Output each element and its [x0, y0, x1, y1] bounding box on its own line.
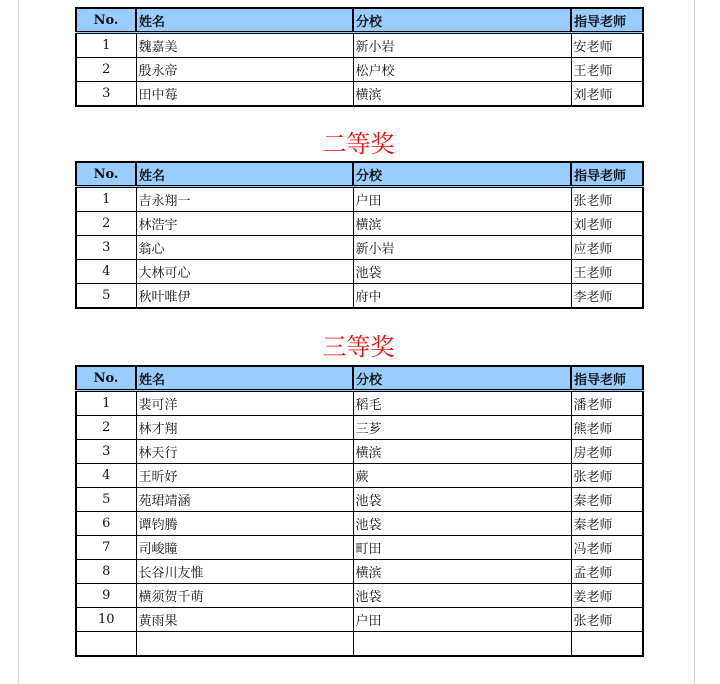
table-header-row: [76, 366, 643, 391]
table-row: [76, 608, 643, 632]
cell-no: 2: [76, 58, 136, 82]
cell-teacher: 安老师: [571, 33, 643, 58]
cell-no: [76, 632, 136, 657]
cell-no: 2: [76, 212, 136, 236]
header-name: 姓名: [136, 366, 353, 391]
cell-school: 稻毛: [353, 391, 571, 416]
cell-teacher: 张老师: [571, 187, 643, 212]
table-row: [76, 391, 643, 416]
cell-name: 翁心: [136, 236, 353, 260]
cell-school: 横滨: [353, 82, 571, 107]
cell-school: 横滨: [353, 560, 571, 584]
table-header-row: [76, 8, 643, 33]
header-name: 姓名: [136, 162, 353, 187]
cell-teacher: 张老师: [571, 608, 643, 632]
table-row: [76, 536, 643, 560]
cell-school: 府中: [353, 284, 571, 309]
table-header-row: [76, 162, 643, 187]
table-row: [76, 236, 643, 260]
cell-name: 吉永翔一: [136, 187, 353, 212]
cell-no: 3: [76, 82, 136, 107]
header-no: No.: [76, 8, 136, 33]
header-no: No.: [76, 366, 136, 391]
cell-teacher: 孟老师: [571, 560, 643, 584]
cell-no: 4: [76, 464, 136, 488]
cell-name: 苑珺靖涵: [136, 488, 353, 512]
table-row: [76, 187, 643, 212]
table-row: [76, 58, 643, 82]
cell-school: 横滨: [353, 212, 571, 236]
cell-name: 秋叶唯伊: [136, 284, 353, 309]
table-row: [76, 488, 643, 512]
cell-school: 户田: [353, 187, 571, 212]
table-row: [76, 260, 643, 284]
cell-teacher: 李老师: [571, 284, 643, 309]
cell-name: 长谷川友惟: [136, 560, 353, 584]
table-row: [76, 512, 643, 536]
cell-teacher: 张老师: [571, 464, 643, 488]
header-teacher: 指导老师: [571, 8, 643, 33]
cell-name: 谭钧腾: [136, 512, 353, 536]
cell-no: 5: [76, 284, 136, 309]
cell-no: 9: [76, 584, 136, 608]
second-prize-title: 二等奖: [322, 130, 395, 158]
cell-no: 1: [76, 187, 136, 212]
cell-school: 三芗: [353, 416, 571, 440]
table-row: [76, 560, 643, 584]
table-row: [76, 33, 643, 58]
cell-no: 10: [76, 608, 136, 632]
cell-name: 横须贺千萌: [136, 584, 353, 608]
cell-name: 林天行: [136, 440, 353, 464]
cell-teacher: 姜老师: [571, 584, 643, 608]
page-edge-left: [18, 0, 19, 684]
cell-teacher: 王老师: [571, 260, 643, 284]
table-row: [76, 584, 643, 608]
cell-no: 3: [76, 236, 136, 260]
second-prize-table: [75, 161, 644, 309]
header-school: 分校: [353, 8, 571, 33]
cell-name: 裴可洋: [136, 391, 353, 416]
cell-no: 1: [76, 33, 136, 58]
cell-no: 8: [76, 560, 136, 584]
first-prize-table: [75, 7, 644, 107]
cell-school: 池袋: [353, 512, 571, 536]
cell-no: 1: [76, 391, 136, 416]
table-row: [76, 212, 643, 236]
header-teacher: 指导老师: [571, 162, 643, 187]
cell-school: 池袋: [353, 584, 571, 608]
cell-teacher: 冯老师: [571, 536, 643, 560]
header-name: 姓名: [136, 8, 353, 33]
cell-no: 7: [76, 536, 136, 560]
table-row: [76, 632, 643, 657]
cell-school: [353, 632, 571, 657]
cell-teacher: 秦老师: [571, 488, 643, 512]
cell-school: 户田: [353, 608, 571, 632]
cell-name: 黄雨果: [136, 608, 353, 632]
header-school: 分校: [353, 162, 571, 187]
cell-teacher: 刘老师: [571, 212, 643, 236]
cell-school: 新小岩: [353, 236, 571, 260]
cell-school: 池袋: [353, 260, 571, 284]
header-teacher: 指导老师: [571, 366, 643, 391]
cell-school: 松户校: [353, 58, 571, 82]
cell-no: 5: [76, 488, 136, 512]
cell-school: 町田: [353, 536, 571, 560]
cell-school: 新小岩: [353, 33, 571, 58]
cell-name: 林才翔: [136, 416, 353, 440]
cell-no: 3: [76, 440, 136, 464]
cell-name: 田中莓: [136, 82, 353, 107]
table-row: [76, 82, 643, 107]
third-prize-table: [75, 365, 644, 657]
cell-name: 林浩宇: [136, 212, 353, 236]
cell-teacher: [571, 632, 643, 657]
cell-school: 横滨: [353, 440, 571, 464]
cell-teacher: 刘老师: [571, 82, 643, 107]
cell-name: 殷永帝: [136, 58, 353, 82]
cell-teacher: 应老师: [571, 236, 643, 260]
header-no: No.: [76, 162, 136, 187]
cell-school: 池袋: [353, 488, 571, 512]
cell-name: 王昕妤: [136, 464, 353, 488]
cell-teacher: 潘老师: [571, 391, 643, 416]
table-row: [76, 284, 643, 309]
cell-teacher: 王老师: [571, 58, 643, 82]
cell-name: 魏嘉美: [136, 33, 353, 58]
cell-teacher: 房老师: [571, 440, 643, 464]
cell-name: 大林可心: [136, 260, 353, 284]
cell-name: [136, 632, 353, 657]
table-row: [76, 440, 643, 464]
cell-no: 6: [76, 512, 136, 536]
header-school: 分校: [353, 366, 571, 391]
table-row: [76, 464, 643, 488]
page-edge-right: [694, 0, 695, 684]
cell-school: 蕨: [353, 464, 571, 488]
cell-no: 4: [76, 260, 136, 284]
cell-name: 司峻瞳: [136, 536, 353, 560]
cell-teacher: 秦老师: [571, 512, 643, 536]
table-row: [76, 416, 643, 440]
cell-teacher: 熊老师: [571, 416, 643, 440]
cell-no: 2: [76, 416, 136, 440]
third-prize-title: 三等奖: [322, 333, 395, 361]
